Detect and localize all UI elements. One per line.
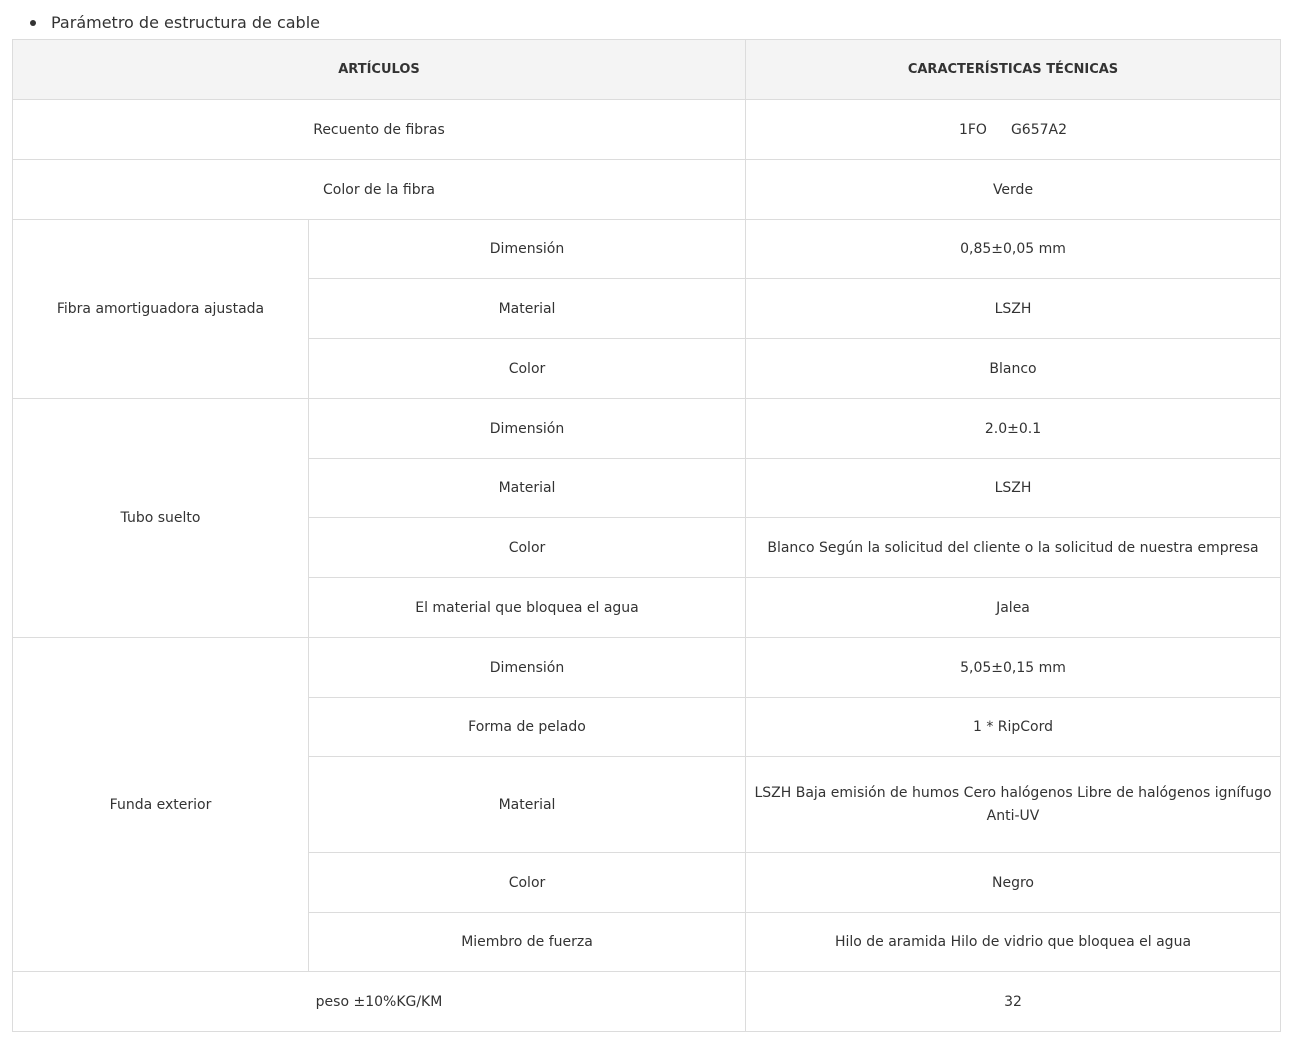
table-row <box>13 399 1281 459</box>
sub-label: Dimensión <box>309 638 746 698</box>
row-value: 32 <box>746 972 1281 1032</box>
fiber-type-value: G657A2 <box>1010 121 1068 138</box>
row-value: 0,85±0,05 mm <box>746 220 1281 279</box>
row-value <box>746 100 1281 160</box>
sub-label: Material <box>309 459 746 518</box>
row-label: Recuento de fibras <box>13 100 746 160</box>
sub-label: Color <box>309 339 746 399</box>
table-row <box>13 972 1281 1032</box>
row-value: Blanco <box>746 339 1281 399</box>
sub-label: Miembro de fuerza <box>309 913 746 972</box>
row-value: 5,05±0,15 mm <box>746 638 1281 698</box>
row-value: LSZH Baja emisión de humos Cero halógenos Libre de halógenos ignífugo Anti-UV <box>746 757 1281 853</box>
section-heading <box>30 13 320 32</box>
sub-label: Material <box>309 757 746 853</box>
row-value: Hilo de aramida Hilo de vidrio que bloquea el agua <box>746 913 1281 972</box>
row-value: Blanco Según la solicitud del cliente o la solicitud de nuestra empresa <box>746 518 1281 578</box>
row-value: Negro <box>746 853 1281 913</box>
table-row <box>13 220 1281 279</box>
row-label: peso ±10%KG/KM <box>13 972 746 1032</box>
cable-structure-table <box>12 39 1281 1032</box>
table-row <box>13 160 1281 220</box>
group-label: Funda exterior <box>13 638 309 972</box>
row-value: LSZH <box>746 459 1281 518</box>
table-header-row <box>13 40 1281 100</box>
sub-label: Material <box>309 279 746 339</box>
group-label: Fibra amortiguadora ajustada <box>13 220 309 399</box>
table-row <box>13 100 1281 160</box>
row-value: Verde <box>746 160 1281 220</box>
table-row <box>13 638 1281 698</box>
header-specs: CARACTERÍSTICAS TÉCNICAS <box>746 40 1281 100</box>
row-value: LSZH <box>746 279 1281 339</box>
bullet-icon <box>30 20 36 26</box>
header-items: ARTÍCULOS <box>13 40 746 100</box>
row-value: 2.0±0.1 <box>746 399 1281 459</box>
row-value: 1 * RipCord <box>746 698 1281 757</box>
section-heading-text: Parámetro de estructura de cable <box>51 13 320 32</box>
sub-label: Color <box>309 853 746 913</box>
sub-label: El material que bloquea el agua <box>309 578 746 638</box>
sub-label: Dimensión <box>309 399 746 459</box>
sub-label: Dimensión <box>309 220 746 279</box>
row-value: Jalea <box>746 578 1281 638</box>
group-label: Tubo suelto <box>13 399 309 638</box>
sub-label: Color <box>309 518 746 578</box>
row-label: Color de la fibra <box>13 160 746 220</box>
sub-label: Forma de pelado <box>309 698 746 757</box>
fiber-count-value: 1FO <box>958 121 987 138</box>
